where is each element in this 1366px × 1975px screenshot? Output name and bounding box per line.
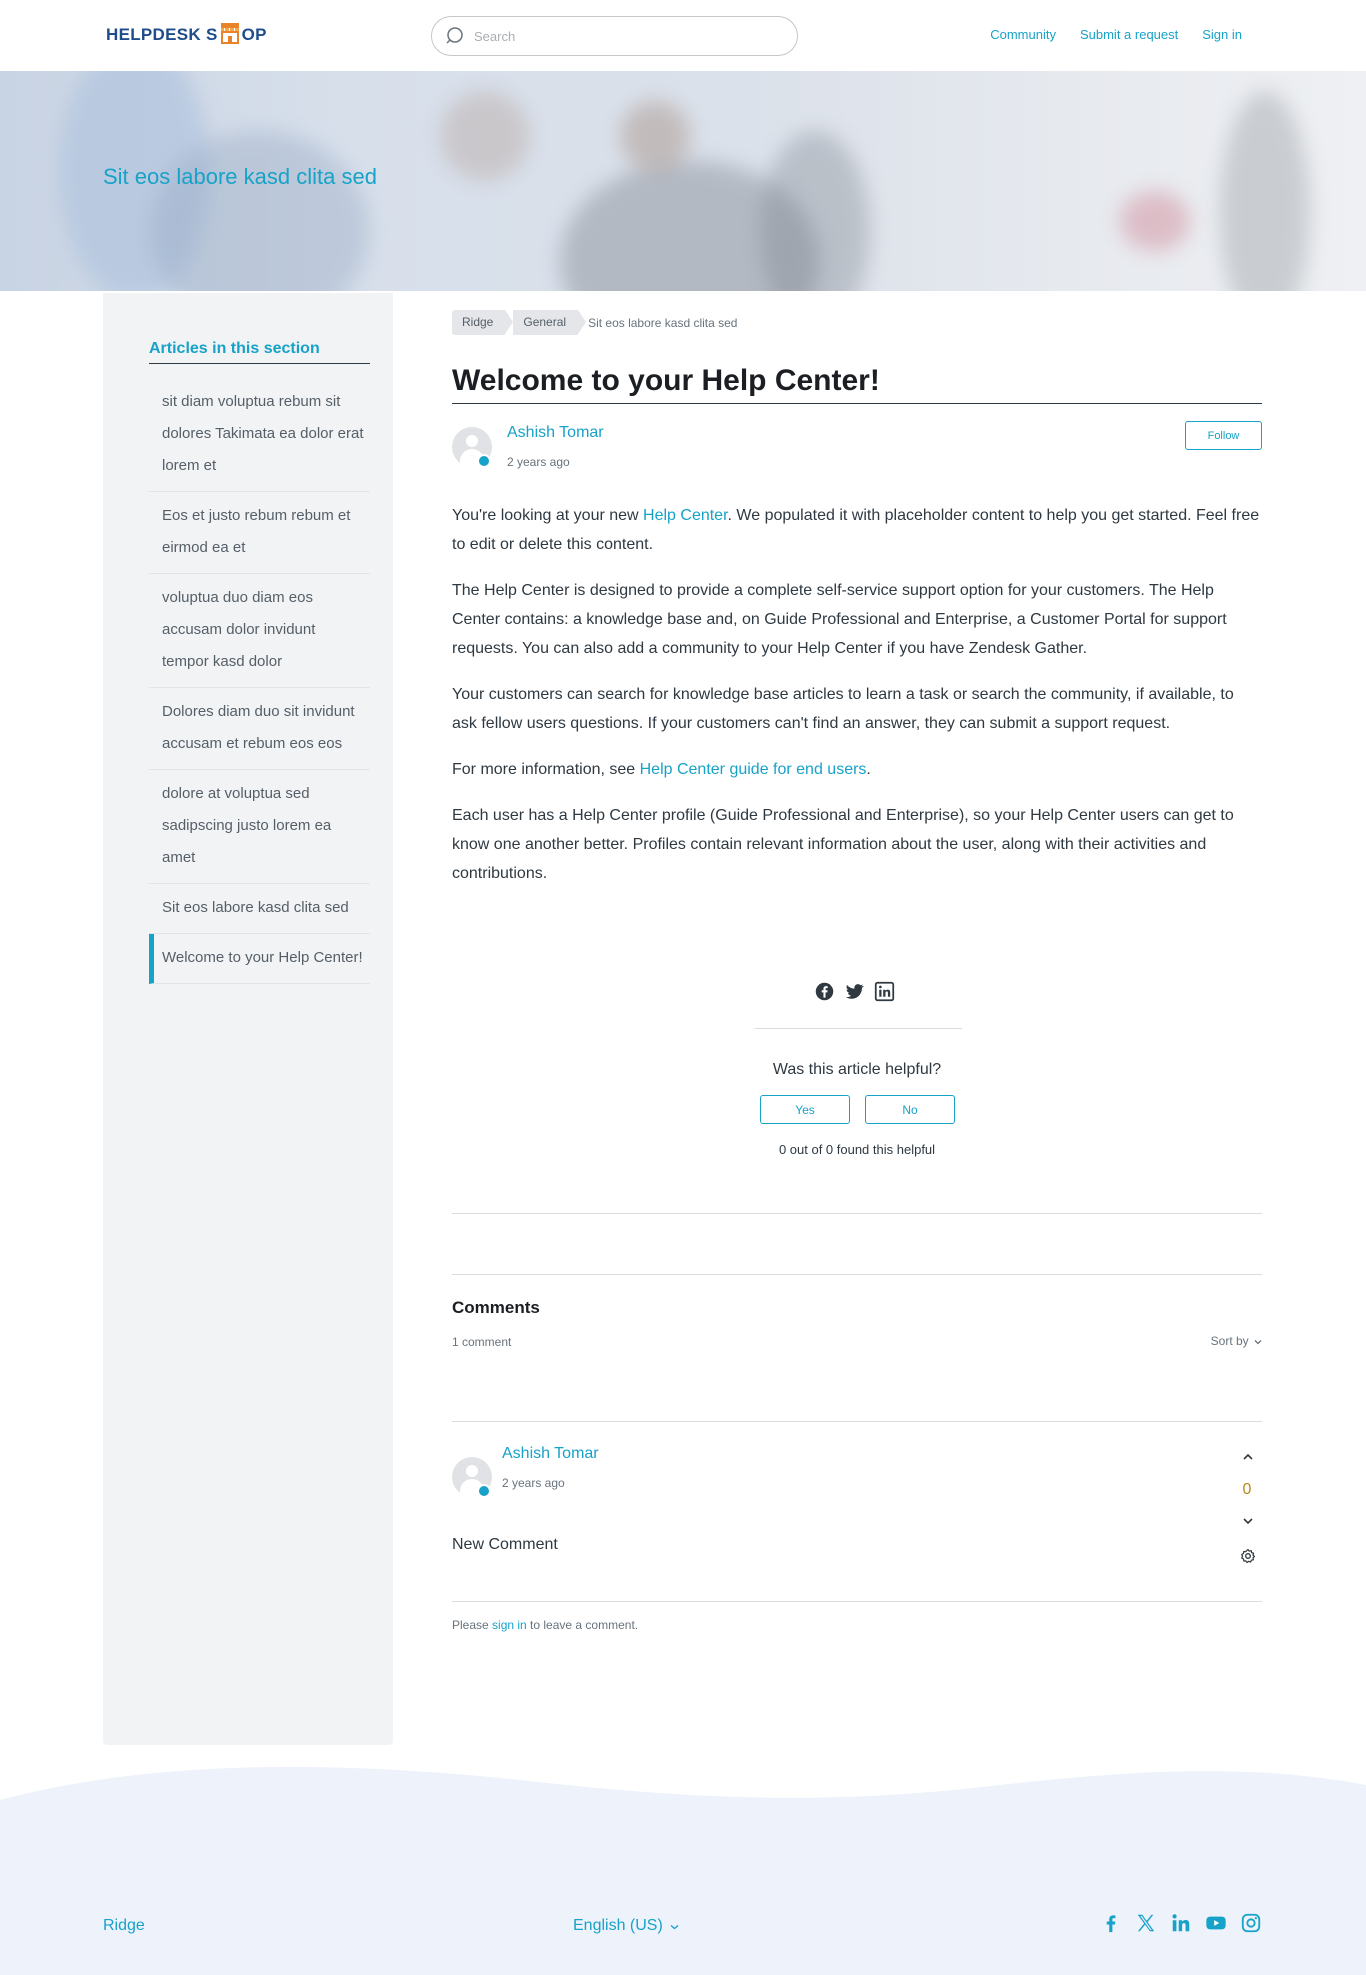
hero-banner [0, 71, 1366, 291]
sidebar-article-link[interactable]: dolore at voluptua sed sadipscing justo lorem ea amet [149, 770, 370, 884]
breadcrumb-general[interactable]: General [513, 310, 578, 335]
comment-body: New Comment [452, 1536, 558, 1553]
sidebar-article-link[interactable]: Dolores diam duo sit invidunt accusam et rebum eos eos [149, 688, 370, 770]
article-paragraph: Each user has a Help Center profile (Guide Professional and Enterprise), so your Help Center users can get to know one another better. Profiles contain relevant information about the user, along with their activities and contributions. [452, 807, 1234, 882]
divider [452, 1274, 1262, 1275]
language-selector[interactable]: English (US) [573, 1917, 679, 1935]
sidebar-article-link[interactable]: Eos et justo rebum rebum et eirmod ea et [149, 492, 370, 574]
comment-date: 2 years ago [502, 1476, 565, 1490]
helpful-count: 0 out of 0 found this helpful [778, 1142, 936, 1157]
instagram-icon[interactable] [1240, 1912, 1262, 1934]
store-icon [219, 21, 241, 45]
sidebar-article-link[interactable]: Sit eos labore kasd clita sed [149, 884, 370, 934]
site-footer [0, 1760, 1366, 1975]
x-icon[interactable] [1135, 1912, 1157, 1934]
share-links [814, 981, 895, 1002]
hero-title: Sit eos labore kasd clita sed [103, 164, 377, 189]
gear-icon[interactable] [1240, 1548, 1256, 1564]
chevron-down-icon [670, 1924, 679, 1930]
twitter-icon[interactable] [844, 981, 865, 1002]
footer-brand-link[interactable]: Ridge [103, 1917, 145, 1934]
section-sidebar [103, 293, 393, 1745]
divider [452, 1213, 1262, 1214]
signin-note: Please sign in to leave a comment. [452, 1618, 639, 1632]
helpful-question: Was this article helpful? [772, 1061, 942, 1078]
nav-submit-request[interactable]: Submit a request [1079, 27, 1179, 42]
chevron-down-icon[interactable] [1240, 1513, 1256, 1529]
sidebar-article-link[interactable]: voluptua duo diam eos accusam dolor invidunt tempor kasd dolor [149, 574, 370, 688]
helpful-vote-buttons [760, 1095, 955, 1124]
divider [452, 1601, 1262, 1602]
breadcrumb [452, 310, 737, 335]
header-nav [990, 27, 1242, 42]
linkedin-icon[interactable] [874, 981, 895, 1002]
sidebar-heading: Articles in this section [149, 340, 370, 364]
sidebar-article-link[interactable]: sit diam voluptua rebum sit dolores Takimata ea dolor erat lorem et [149, 378, 370, 492]
comment-count: 1 comment [452, 1335, 512, 1349]
sort-by-dropdown[interactable]: Sort by [1211, 1334, 1262, 1348]
sidebar-article-current[interactable]: Welcome to your Help Center! [149, 934, 370, 984]
search-input[interactable] [474, 29, 774, 44]
vote-no-button[interactable]: No [865, 1095, 955, 1124]
logo[interactable]: HELPDESK S OP [106, 17, 267, 53]
chevron-down-icon [1254, 1339, 1262, 1345]
comments-heading: Comments [452, 1298, 540, 1317]
article-paragraph: You're looking at your new Help Center. We populated it with placeholder content to help you get started. Feel free to edit or delete this content. [452, 507, 1260, 553]
end-user-guide-link[interactable]: Help Center guide for end users [639, 761, 867, 778]
search-box[interactable] [431, 16, 798, 56]
breadcrumb-current: Sit eos labore kasd clita sed [588, 315, 738, 330]
comment-vote-count: 0 [1242, 1481, 1252, 1498]
divider [755, 1028, 962, 1029]
logo-text: HELPDESK S [106, 25, 218, 44]
vote-yes-button[interactable]: Yes [760, 1095, 850, 1124]
article-paragraph: The Help Center is designed to provide a complete self-service support option for your customers. The Help Center contains: a knowledge base and, on Guide Professional and Enterprise, a Customer Portal for support requests. You can also add a community to your Help Center if you have Zendesk Gather. [452, 582, 1227, 657]
site-header [0, 0, 1366, 71]
breadcrumb-ridge[interactable]: Ridge [452, 310, 505, 335]
help-center-link[interactable]: Help Center [643, 507, 728, 524]
agent-badge-icon [477, 454, 491, 468]
article-author[interactable]: Ashish Tomar [507, 424, 604, 441]
sidebar-article-list [149, 378, 370, 984]
comment-author[interactable]: Ashish Tomar [502, 1445, 599, 1462]
follow-button[interactable]: Follow [1185, 421, 1262, 450]
linkedin-icon[interactable] [1170, 1912, 1192, 1934]
nav-community[interactable]: Community [990, 27, 1056, 42]
youtube-icon[interactable] [1205, 1912, 1227, 1934]
facebook-icon[interactable] [1100, 1912, 1122, 1934]
footer-wave [0, 1760, 1366, 1975]
facebook-icon[interactable] [814, 981, 835, 1002]
article-paragraph: Your customers can search for knowledge base articles to learn a task or search the community, if available, to ask fellow users questions. If your customers can't find an answer, they can submit a support request. [452, 686, 1234, 732]
nav-sign-in[interactable]: Sign in [1202, 27, 1242, 42]
article-title: Welcome to your Help Center! [452, 364, 1262, 404]
article-paragraph: For more information, see Help Center guide for end users. [452, 761, 871, 778]
footer-social-links [1100, 1912, 1262, 1934]
chevron-up-icon[interactable] [1240, 1449, 1256, 1465]
agent-badge-icon [477, 1484, 491, 1498]
article-date: 2 years ago [507, 455, 570, 469]
sign-in-link[interactable]: sign in [492, 1618, 527, 1632]
divider [452, 1421, 1262, 1422]
search-icon [446, 26, 466, 46]
article-body [452, 501, 1262, 905]
